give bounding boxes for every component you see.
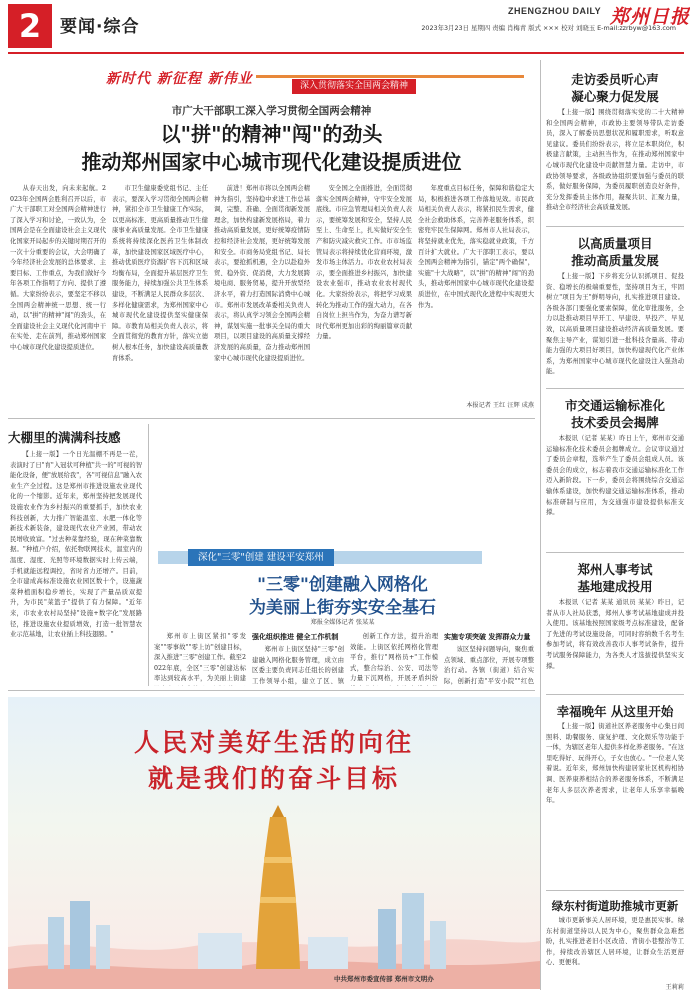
paper-logo: 郑州日报	[610, 6, 690, 28]
right-story-body: 【上接一版】街道社区养老服务中心集日间照料、助餐服务、康复护理、文化娱乐等功能于一体，为辖区老年人提供多样化养老服务。"在这里吃得好、玩得开心，子女也放心。"一位老人笑着说。近年来，郑州加快构建居家社区机构相协调、医养康养相结合的养老服务体系，不断满足老年人多层次养老需求，让老年人乐享幸福晚年。	[546, 723, 684, 805]
story-divider	[546, 388, 684, 389]
right-story-byline: 王莉莉	[665, 984, 684, 991]
zero-byline: 郑报全媒体记者 张某某	[310, 619, 375, 626]
lead-story-byline: 本报记者 王红 汪辉 成燕	[466, 402, 534, 409]
section-name: 要闻·综合	[60, 17, 140, 37]
lead-story-column: 前进！郑州市将以全国两会精神为指引，坚持稳中求进工作总基调，完整、准确、全面贯彻新发展理念，加快构建新发展格局，着力推动高质量发展，更好统筹疫情防控和经济社会发展，更好统筹发展和安全。市商务局党组书记、局长表示，要抢抓机遇，全力以赴稳外贸、稳外资、促消费，大力发展跨境电商、服务贸易，提升开放型经济水平，着力打造国际消费中心城市。郑州市发展改革委相关负责人表示，将认真学习领会全国两会精神，谋划实施一批事关全局的重大项目，以项目建设的高质量支撑经济发展的高质量，奋力推动郑州国家中心城市现代化建设提质进位。	[214, 185, 310, 362]
right-story-title: 凝心聚力促发展	[571, 89, 659, 104]
right-story-title: 推动高质量发展	[571, 253, 659, 268]
public-service-poster	[8, 697, 540, 989]
zero-story-column: 郑州市上街区紧扣"零发案""零事故""零上访"创建目标，深入推进"三零"创建工作。截至2022年底，全区"三零"创建达标率达到较高水平，为美丽上街建	[154, 633, 246, 683]
section-divider	[8, 690, 535, 691]
right-story-title: 以高质量项目	[577, 236, 653, 251]
right-story-title: 技术委员会揭牌	[571, 415, 659, 430]
right-story-title: 走访委员听心声	[571, 72, 659, 87]
zero-section-tag	[158, 549, 482, 566]
right-story-title: 绿东村街道助推城市更新	[551, 899, 679, 913]
right-story-body: 本报讯（记者 某某 通讯员 某某）昨日，记者从市人社局获悉，郑州人事考试基地建成并投入使用。该基地按照国家级考点标准建设，配备了先进的考试设施设备，可同时容纳数千名考生参加考试，将有效改善我市人事考试条件，提升考试服务保障能力，为各类人才选拔提供坚实支撑。	[546, 599, 684, 670]
banner-tag: 深入贯彻落实全国两会精神	[292, 79, 416, 94]
zero-subhead: 实施专项突破 发挥群众力量	[444, 633, 531, 641]
right-story-body: 【上接一版】围绕贯彻落实党的二十大精神和全国两会精神，市政协主要领导带队走访委员，深入了解委员思想状况和履职需求，听取意见建议。委员们纷纷表示，将立足本职岗位，积极建言献策，主动担当作为，在推动郑州国家中心城市现代化建设中贡献智慧力量。走访中，市政协领导要求，各级政协组织要加强与委员的联系，做好服务保障，为委员履职创造良好条件，充分发挥委员主体作用，凝聚共识、汇聚力量，推动全市经济社会高质量发展。	[546, 109, 684, 212]
zero-story-column: 创新工作方法，提升治理效能。上街区依托网格化管理平台，推行"网格员+"工作模式，整合综治、公安、司法等力量下沉网格，开展矛盾纠纷	[350, 633, 438, 683]
greenhouse-body: 【上接一版】一个日光温棚不再是一茬，表演时了日"育"入冠状可种植"共一的"可视的智能化设备，便"放展给我"，各"可视信息"融入农业生产全过程。这是郑州市推进设施农业现代化的一个缩影。近年来，郑州坚持把发展现代设施农业作为乡村振兴的重要抓手，加快农业科技创新，大力推广智能温室、水肥一体化等新技术新装备，建设现代农业产业园，带动农民增收致富。"过去种菜靠经验，现在种菜靠数据。"种植户介绍，依托物联网技术，温室内的温度、湿度、光照等环境数据实时上传云端，手机就能远程调控，省时省力还增产。目前，全市建成高标准设施农业园区数十个，设施蔬菜种植面积稳步增长，实现了产量品质双提升，为市民"菜篮子"提供了有力保障。"近年来，市农业农村局坚持"设施+数字化"发展路径，推进设施农业提质增效，打造一批智慧农业示范基地，让农业插上科技翅膀。"	[10, 451, 142, 639]
story-divider	[546, 552, 684, 553]
zero-headline-line1: "三零"创建融入网格化	[257, 575, 428, 595]
banner-slogan: 新时代 新征程 新伟业	[106, 71, 253, 87]
story-divider	[546, 694, 684, 695]
story-divider	[546, 890, 684, 891]
right-story-body: 【上接一版】下步将充分认识抓项目、促投资、稳增长的极端重要性，坚持项目为王，牢固树立"项目为王"鲜明导向，扎实推进项目建设。各级各部门要强化要素保障，优化审批服务，全力以赴推动项目早开工、早建设、早投产、早见效，以高质量项目建设推动经济高质量发展。要聚焦主导产业，谋划引进一批科技含量高、带动能力强的大项目好项目，加快构建现代化产业体系，为郑州国家中心城市现代化建设注入强劲动能。	[546, 273, 684, 376]
paper-english-name: ZHENGZHOU DAILY	[508, 6, 602, 16]
zero-story-column: 郑州市上街区坚持"三零"创建融入网格化服务管理，成立由区委主要负责同志任组长的创建工作领导小组，建立了区、镇	[252, 646, 344, 685]
story-divider	[546, 226, 684, 227]
issue-line: 2023年3月23日 星期四 责编 肖梅青 版式 ××× 校对 刘晓玉 E-mail:zzrbyw@163.com	[421, 24, 676, 32]
right-story-body: 本报讯（记者 某某）昨日上午，郑州市交通运输标准化技术委员会揭牌成立。会议审议通过了委员会章程，选举产生了委员会组成人员。该委员会的成立，标志着我市交通运输标准化工作迈入新阶段。下一步，委员会将围绕综合交通运输体系建设，加快构建交通运输标准体系，推动标准研制与应用，为交通强市建设提供标准支撑。	[546, 435, 684, 517]
lead-kicker: 市广大干部职工深入学习贯彻全国两会精神	[171, 105, 372, 117]
lead-story-column: 安全国之全面推进，全面贯彻落实全国两会精神，守牢安全发展底线。市应急管理局相关负责人表示，要统筹发展和安全，坚持人民至上、生命至上，扎实做好安全生产和防灾减灾救灾工作。市市场监管局表示将持续优化营商环境，激发市场主体活力。市农业农村局表示，要全面推进乡村振兴，加快建设农业强市，推动农业农村现代化。大家纷纷表示，将把学习成果转化为推动工作的强大动力，在各自岗位上担当作为，为奋力谱写新时代郑州更加出彩的绚丽篇章贡献力量。	[316, 185, 412, 341]
right-story-title: 市交通运输标准化	[564, 398, 665, 413]
poster-line-2: 就是我们的奋斗目标	[147, 764, 400, 793]
lead-headline-line2: 推动郑州国家中心城市现代化建设提质进位	[81, 150, 462, 174]
column-divider	[540, 60, 541, 990]
section-divider	[8, 418, 535, 419]
lead-headline-line1: 以"拼"的精神"闯"的劲头	[160, 122, 383, 146]
page-number: 2	[8, 4, 52, 48]
right-story-title: 基地建成投用	[577, 579, 653, 594]
city-skyline-illustration	[8, 797, 540, 989]
poster-credit: 中共郑州市委宣传部 郑州市文明办	[334, 975, 434, 983]
zero-story-column: 该区坚持问题导向，聚焦重点领域、重点部位，开展专项整治行动。各镇（街道）结合实际，创新打造"平安小院""红色	[444, 646, 534, 685]
section-tag-label: 深化"三零"创建 建设平安郑州	[188, 549, 334, 566]
right-story-body: 城市更新事关人居环境，更是惠民实事。绿东村街道坚持以人民为中心，聚焦群众急难愁盼，扎实推进老旧小区改造、背街小巷整治等工作，持续改善辖区人居环境，让群众生活更舒心、更便利。	[546, 917, 684, 967]
lead-story-column: 年度重点目标任务，保障和谐稳定大局，积极推进各项工作落地见效。市民政局相关负责人表示，将紧扣民生需求，健全社会救助体系，完善养老服务体系，织密兜牢民生保障网。郑州市人社局表示，将坚持就业优先，落实稳就业政策，千方百计扩大就业。广大干部职工表示，要以全国两会精神为指引，锚定"两个确保"，实施"十大战略"，以"拼"的精神"闯"的劲头，推动郑州国家中心城市现代化建设提质进位，在中国式现代化进程中实现更大作为。	[418, 185, 534, 309]
right-story-title: 幸福晚年 从这里开始	[556, 704, 674, 719]
greenhouse-headline: 大棚里的满满科技感	[8, 430, 121, 445]
banner-swoosh	[256, 75, 524, 78]
lead-story-column: 市卫生健康委党组书记、主任表示，要深入学习贯彻全国两会精神，紧扣全市卫生健康工作实际，以更高标准、更高质量推动卫生健康事业高质量发展。全市卫生健康系统将持续深化医药卫生体制改革，加快建设国家区域医疗中心，推动优质医疗资源扩容下沉和区域均衡布局，全面提升基层医疗卫生服务能力，持续加强公共卫生体系建设，不断满足人民群众多层次、多样化健康需求，为郑州国家中心城市现代化建设提供坚实健康保障。市教育局相关负责人表示，将全面贯彻党的教育方针，落实立德树人根本任务，加快建设高质量教育体系。	[112, 185, 208, 362]
campaign-banner	[106, 66, 526, 96]
lead-story-column: 从春天出发，向未来起航。2023年全国两会胜利召开以后，市广大干部职工对全国两会精神进行了深入学习和讨论，一致认为，全国两会是在全面建设社会主义现代化国家开局起步的关键时期召开的一次十分重要的会议，大会明确了今年经济社会发展的总体要求、主要目标、工作重点，为我们做好今年各项工作指明了方向、提供了遵循。大家纷纷表示，要坚定不移以全国两会精神统一思想、统一行动，以"拼"的精神"闯"的劲头，在全面建设社会主义现代化河南中干在实处、走在前列，推动郑州国家中心城市现代化建设提质进位。	[10, 185, 106, 351]
masthead-rule	[8, 52, 684, 54]
masthead	[0, 0, 690, 62]
poster-line-1: 人民对美好生活的向往	[133, 728, 414, 757]
column-divider	[148, 424, 149, 686]
zero-headline-line2: 为美丽上街夯实安全基石	[249, 598, 436, 618]
zero-subhead: 强化组织推进 健全工作机制	[252, 633, 339, 641]
right-story-title: 郑州人事考试	[577, 562, 653, 577]
